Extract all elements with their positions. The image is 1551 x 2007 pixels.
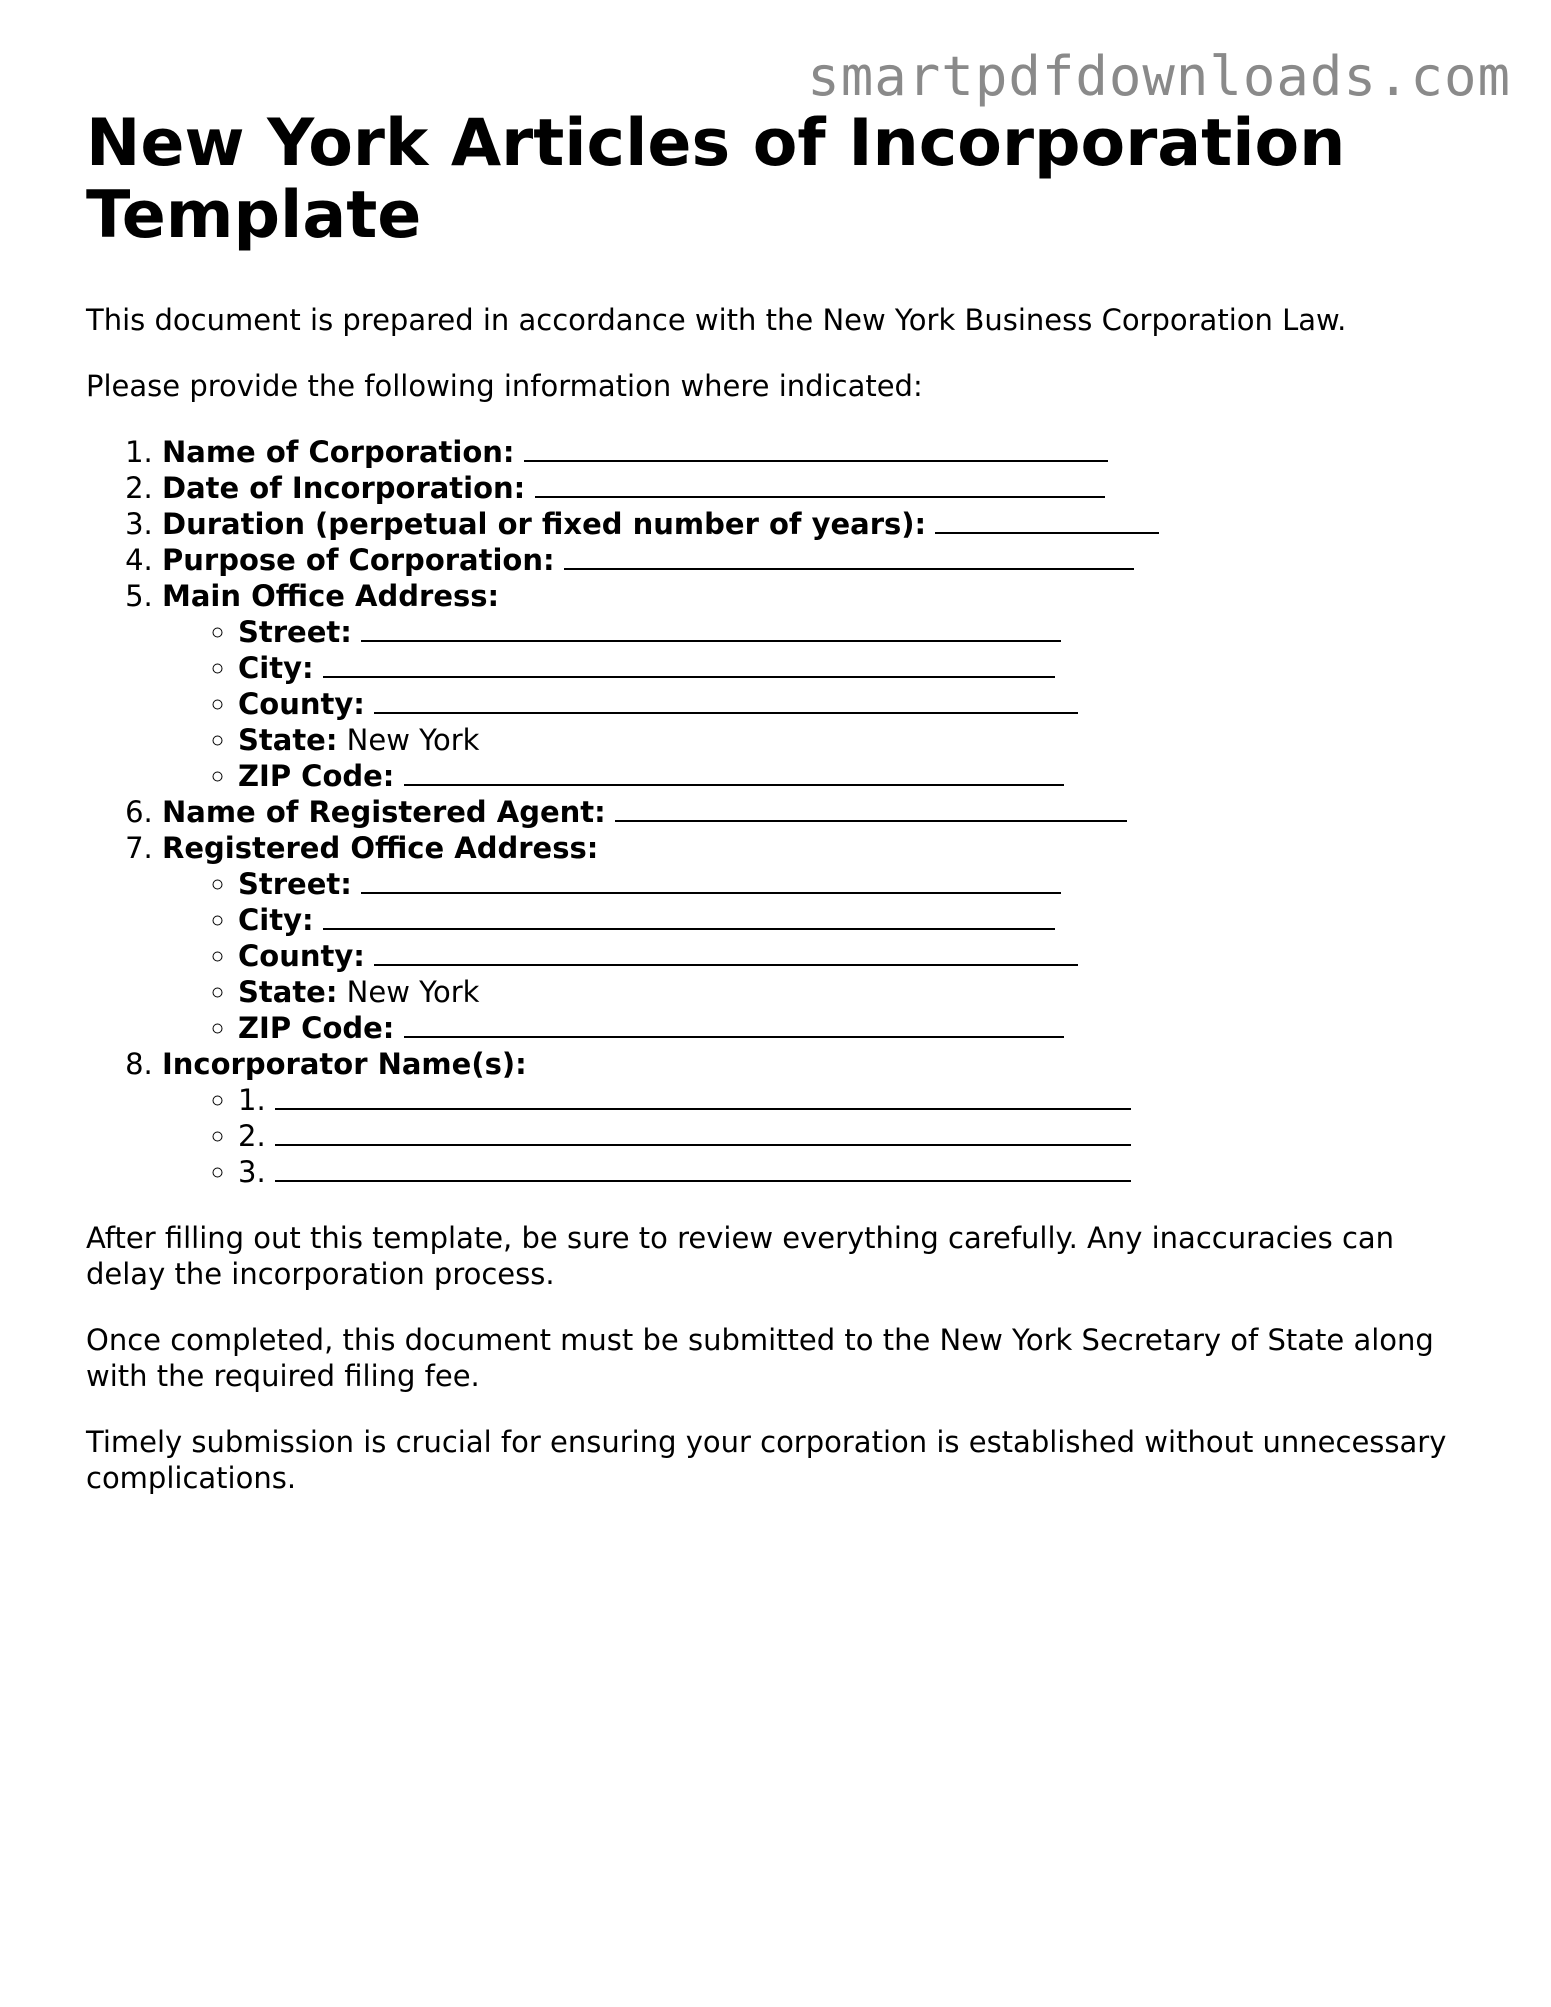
registered-office-street bbox=[238, 866, 1476, 902]
field-registered-agent bbox=[162, 794, 1476, 830]
field-label: Purpose of Corporation: bbox=[162, 543, 555, 577]
field-name-of-corporation bbox=[162, 434, 1476, 470]
incorporator-3-blank[interactable] bbox=[275, 1154, 1131, 1182]
registered-agent-blank[interactable] bbox=[615, 794, 1127, 822]
watermark: smartpdfdownloads.com bbox=[807, 45, 1511, 108]
main-office-city-blank[interactable] bbox=[323, 650, 1055, 678]
field-label: Main Office Address: bbox=[162, 579, 500, 613]
incorporator-2-blank[interactable] bbox=[275, 1118, 1131, 1146]
field-label: ZIP Code: bbox=[238, 1011, 395, 1045]
intro-paragraph: This document is prepared in accordance with the New York Business Corporation Law. bbox=[86, 303, 1347, 337]
field-label: County: bbox=[238, 939, 365, 973]
main-office-county-blank[interactable] bbox=[374, 686, 1078, 714]
field-label: Street: bbox=[238, 867, 352, 901]
field-label: Street: bbox=[238, 615, 352, 649]
registered-office-county bbox=[238, 938, 1476, 974]
field-incorporators bbox=[162, 1046, 1476, 1190]
incorporator-2 bbox=[238, 1118, 1476, 1154]
incorporator-1 bbox=[238, 1082, 1476, 1118]
main-office-sublist bbox=[162, 614, 1476, 794]
registered-office-city bbox=[238, 902, 1476, 938]
main-office-zip bbox=[238, 758, 1476, 794]
review-paragraph: After filling out this template, be sure to review everything carefully. Any inaccuracies can delay the incorporation process. bbox=[86, 1221, 1395, 1291]
field-duration bbox=[162, 506, 1476, 542]
name-of-corporation-blank[interactable] bbox=[524, 434, 1108, 462]
purpose-blank[interactable] bbox=[564, 542, 1134, 570]
state-value: New York bbox=[346, 975, 480, 1009]
main-office-street bbox=[238, 614, 1476, 650]
instructions-paragraph: Please provide the following information where indicated: bbox=[86, 369, 923, 403]
registered-office-county-blank[interactable] bbox=[374, 938, 1078, 966]
field-label: Registered Office Address: bbox=[162, 831, 599, 865]
incorporator-1-blank[interactable] bbox=[275, 1082, 1131, 1110]
registered-office-sublist bbox=[162, 866, 1476, 1046]
field-label: Name of Corporation: bbox=[162, 435, 515, 469]
main-office-city bbox=[238, 650, 1476, 686]
field-label: City: bbox=[238, 651, 314, 685]
registered-office-zip-blank[interactable] bbox=[404, 1010, 1064, 1038]
main-office-street-blank[interactable] bbox=[361, 614, 1061, 642]
duration-blank[interactable] bbox=[935, 506, 1159, 534]
main-office-zip-blank[interactable] bbox=[404, 758, 1064, 786]
field-label: City: bbox=[238, 903, 314, 937]
field-label: Incorporator Name(s): bbox=[162, 1047, 527, 1081]
submission-paragraph: Once completed, this document must be submitted to the New York Secretary of State along with the required filing fee. bbox=[86, 1323, 1434, 1393]
incorporator-number: 1. bbox=[238, 1083, 266, 1117]
field-label: Duration (perpetual or fixed number of years): bbox=[162, 507, 927, 541]
registered-office-zip bbox=[238, 1010, 1476, 1046]
main-office-state bbox=[238, 722, 1476, 758]
registered-office-city-blank[interactable] bbox=[323, 902, 1055, 930]
incorporators-sublist bbox=[162, 1082, 1476, 1190]
field-label: Date of Incorporation: bbox=[162, 471, 526, 505]
page-title: New York Articles of Incorporation Template bbox=[86, 106, 1346, 253]
field-label: ZIP Code: bbox=[238, 759, 395, 793]
field-registered-office-address bbox=[162, 830, 1476, 1046]
field-label: Name of Registered Agent: bbox=[162, 795, 606, 829]
registered-office-street-blank[interactable] bbox=[361, 866, 1061, 894]
state-value: New York bbox=[346, 723, 480, 757]
field-list bbox=[86, 434, 1476, 1190]
incorporator-number: 2. bbox=[238, 1119, 266, 1153]
field-date-of-incorporation bbox=[162, 470, 1476, 506]
field-main-office-address bbox=[162, 578, 1476, 794]
registered-office-state bbox=[238, 974, 1476, 1010]
document-page bbox=[86, 108, 1476, 1496]
field-label: State: bbox=[238, 975, 338, 1009]
field-purpose bbox=[162, 542, 1476, 578]
main-office-county bbox=[238, 686, 1476, 722]
incorporator-3 bbox=[238, 1154, 1476, 1190]
field-label: State: bbox=[238, 723, 338, 757]
timeliness-paragraph: Timely submission is crucial for ensuring your corporation is established without unnecessary complications. bbox=[86, 1425, 1447, 1495]
date-of-incorporation-blank[interactable] bbox=[535, 470, 1105, 498]
field-label: County: bbox=[238, 687, 365, 721]
incorporator-number: 3. bbox=[238, 1155, 266, 1189]
